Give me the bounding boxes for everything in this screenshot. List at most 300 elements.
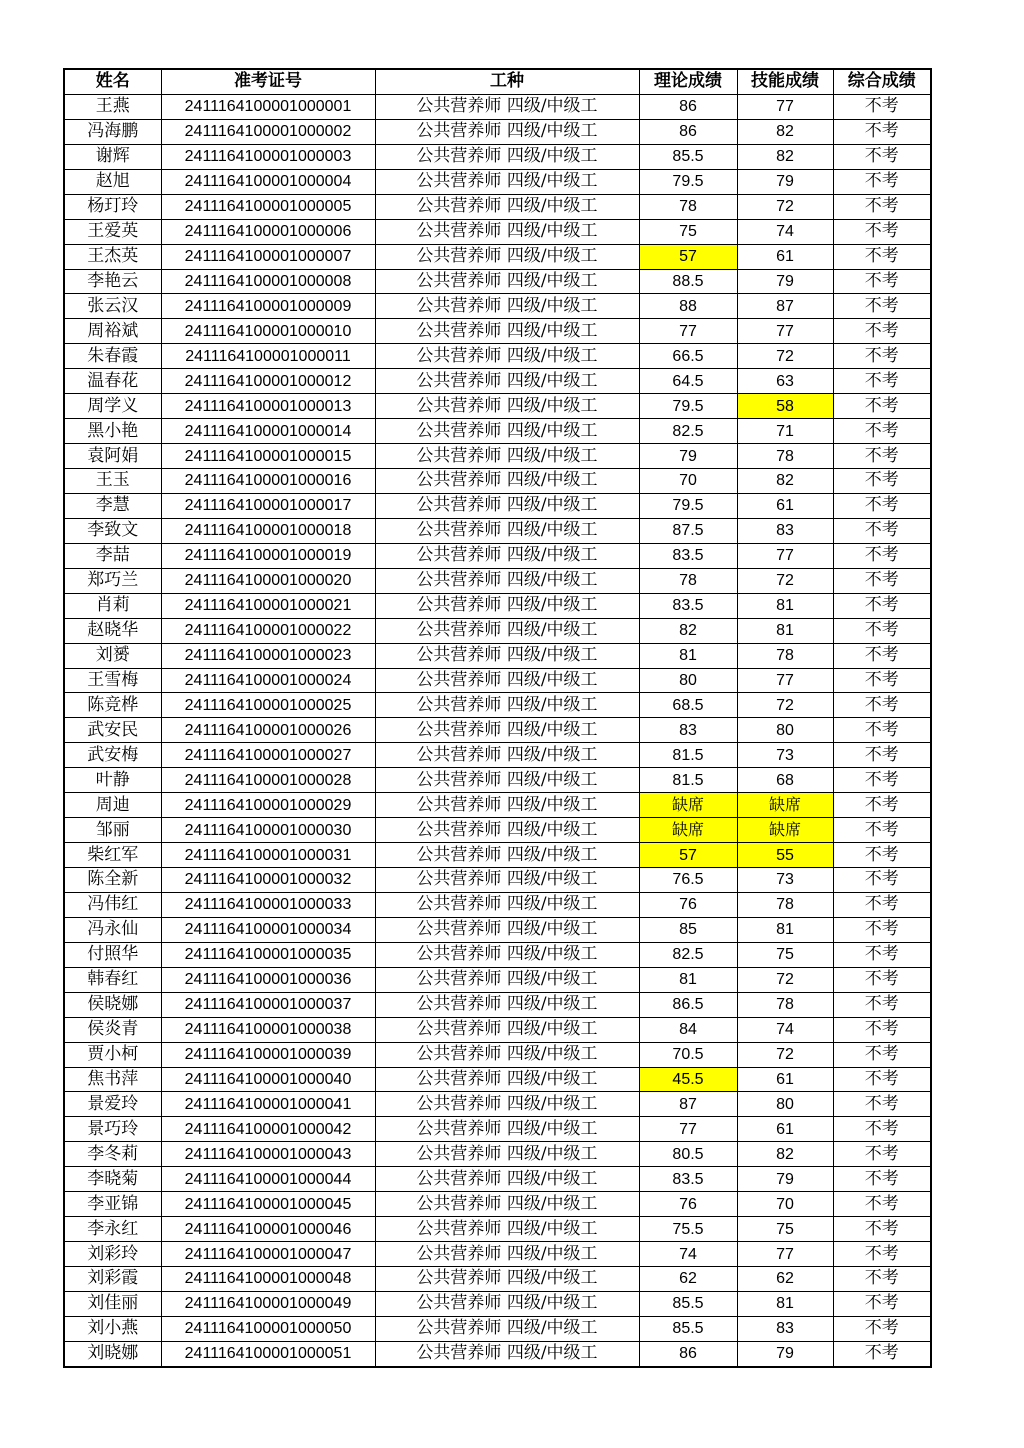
cell-skill-score: 72 <box>737 568 833 593</box>
cell-overall-score: 不考 <box>833 793 931 818</box>
cell-name: 李艳云 <box>64 269 161 294</box>
cell-name: 杨玎玲 <box>64 194 161 219</box>
table-row <box>64 618 931 643</box>
cell-skill-score: 82 <box>737 469 833 494</box>
cell-overall-score: 不考 <box>833 1042 931 1067</box>
cell-name: 付照华 <box>64 942 161 967</box>
table-row <box>64 743 931 768</box>
cell-name: 冯伟红 <box>64 892 161 917</box>
cell-theory-score: 缺席 <box>639 793 737 818</box>
cell-trade: 公共营养师 四级/中级工 <box>375 1192 639 1217</box>
cell-exam-id: 2411164100001000044 <box>161 1167 375 1192</box>
cell-exam-id: 2411164100001000043 <box>161 1142 375 1167</box>
cell-name: 周裕斌 <box>64 319 161 344</box>
cell-name: 李晓菊 <box>64 1167 161 1192</box>
cell-name: 柴红军 <box>64 843 161 868</box>
cell-exam-id: 2411164100001000032 <box>161 868 375 893</box>
cell-skill-score: 72 <box>737 344 833 369</box>
cell-trade: 公共营养师 四级/中级工 <box>375 1042 639 1067</box>
cell-exam-id: 2411164100001000002 <box>161 119 375 144</box>
cell-exam-id: 2411164100001000020 <box>161 568 375 593</box>
cell-name: 刘晓娜 <box>64 1341 161 1366</box>
cell-skill-score: 74 <box>737 1017 833 1042</box>
cell-overall-score: 不考 <box>833 992 931 1017</box>
cell-theory-score: 70 <box>639 469 737 494</box>
cell-overall-score: 不考 <box>833 1217 931 1242</box>
cell-overall-score: 不考 <box>833 444 931 469</box>
cell-overall-score: 不考 <box>833 144 931 169</box>
cell-overall-score: 不考 <box>833 1242 931 1267</box>
cell-trade: 公共营养师 四级/中级工 <box>375 493 639 518</box>
cell-exam-id: 2411164100001000010 <box>161 319 375 344</box>
cell-exam-id: 2411164100001000048 <box>161 1267 375 1292</box>
cell-skill-score: 78 <box>737 444 833 469</box>
cell-theory-score: 86.5 <box>639 992 737 1017</box>
cell-trade: 公共营养师 四级/中级工 <box>375 394 639 419</box>
cell-overall-score: 不考 <box>833 493 931 518</box>
cell-overall-score: 不考 <box>833 843 931 868</box>
cell-exam-id: 2411164100001000049 <box>161 1291 375 1316</box>
cell-trade: 公共营养师 四级/中级工 <box>375 369 639 394</box>
cell-theory-score: 68.5 <box>639 693 737 718</box>
cell-skill-score: 79 <box>737 1341 833 1366</box>
cell-trade: 公共营养师 四级/中级工 <box>375 219 639 244</box>
cell-theory-score: 79.5 <box>639 169 737 194</box>
cell-overall-score: 不考 <box>833 1142 931 1167</box>
cell-theory-score: 84 <box>639 1017 737 1042</box>
cell-name: 邹丽 <box>64 818 161 843</box>
table-row <box>64 344 931 369</box>
cell-theory-score: 66.5 <box>639 344 737 369</box>
cell-overall-score: 不考 <box>833 1267 931 1292</box>
cell-skill-score: 83 <box>737 518 833 543</box>
cell-skill-score: 55 <box>737 843 833 868</box>
cell-theory-score: 74 <box>639 1242 737 1267</box>
cell-name: 袁阿娟 <box>64 444 161 469</box>
cell-trade: 公共营养师 四级/中级工 <box>375 1217 639 1242</box>
cell-trade: 公共营养师 四级/中级工 <box>375 868 639 893</box>
cell-exam-id: 2411164100001000012 <box>161 369 375 394</box>
cell-skill-score: 79 <box>737 269 833 294</box>
cell-overall-score: 不考 <box>833 394 931 419</box>
cell-theory-score: 82.5 <box>639 942 737 967</box>
cell-skill-score: 61 <box>737 1067 833 1092</box>
cell-exam-id: 2411164100001000014 <box>161 419 375 444</box>
cell-trade: 公共营养师 四级/中级工 <box>375 843 639 868</box>
cell-skill-score: 81 <box>737 593 833 618</box>
table-row <box>64 593 931 618</box>
cell-overall-score: 不考 <box>833 194 931 219</box>
cell-trade: 公共营养师 四级/中级工 <box>375 444 639 469</box>
cell-trade: 公共营养师 四级/中级工 <box>375 793 639 818</box>
table-row <box>64 1042 931 1067</box>
cell-skill-score: 71 <box>737 419 833 444</box>
cell-theory-score: 83.5 <box>639 543 737 568</box>
cell-overall-score: 不考 <box>833 743 931 768</box>
cell-name: 刘佳丽 <box>64 1291 161 1316</box>
table-row <box>64 1092 931 1117</box>
cell-skill-score: 78 <box>737 992 833 1017</box>
cell-exam-id: 2411164100001000029 <box>161 793 375 818</box>
cell-theory-score: 81.5 <box>639 768 737 793</box>
table-row <box>64 1316 931 1341</box>
cell-exam-id: 2411164100001000015 <box>161 444 375 469</box>
cell-trade: 公共营养师 四级/中级工 <box>375 319 639 344</box>
cell-name: 周迪 <box>64 793 161 818</box>
cell-overall-score: 不考 <box>833 1192 931 1217</box>
cell-overall-score: 不考 <box>833 319 931 344</box>
table-row <box>64 543 931 568</box>
cell-overall-score: 不考 <box>833 1341 931 1366</box>
cell-overall-score: 不考 <box>833 1167 931 1192</box>
cell-exam-id: 2411164100001000009 <box>161 294 375 319</box>
cell-overall-score: 不考 <box>833 119 931 144</box>
cell-skill-score: 73 <box>737 868 833 893</box>
header-exam-id: 准考证号 <box>161 69 375 94</box>
cell-name: 王雪梅 <box>64 668 161 693</box>
cell-skill-score: 58 <box>737 394 833 419</box>
cell-overall-score: 不考 <box>833 868 931 893</box>
table-row <box>64 169 931 194</box>
cell-exam-id: 2411164100001000051 <box>161 1341 375 1366</box>
cell-skill-score: 61 <box>737 1117 833 1142</box>
cell-overall-score: 不考 <box>833 94 931 119</box>
cell-theory-score: 88 <box>639 294 737 319</box>
cell-exam-id: 2411164100001000045 <box>161 1192 375 1217</box>
cell-name: 武安梅 <box>64 743 161 768</box>
cell-theory-score: 57 <box>639 843 737 868</box>
cell-name: 王爱英 <box>64 219 161 244</box>
cell-trade: 公共营养师 四级/中级工 <box>375 144 639 169</box>
table-row <box>64 1142 931 1167</box>
cell-trade: 公共营养师 四级/中级工 <box>375 967 639 992</box>
table-row <box>64 1167 931 1192</box>
cell-exam-id: 2411164100001000030 <box>161 818 375 843</box>
cell-exam-id: 2411164100001000036 <box>161 967 375 992</box>
cell-name: 叶静 <box>64 768 161 793</box>
cell-overall-score: 不考 <box>833 718 931 743</box>
cell-overall-score: 不考 <box>833 593 931 618</box>
cell-exam-id: 2411164100001000050 <box>161 1316 375 1341</box>
table-body <box>64 94 931 1366</box>
table-row <box>64 992 931 1017</box>
table-row <box>64 718 931 743</box>
cell-overall-score: 不考 <box>833 818 931 843</box>
cell-theory-score: 75.5 <box>639 1217 737 1242</box>
header-row <box>64 69 931 94</box>
table-row <box>64 319 931 344</box>
cell-name: 景巧玲 <box>64 1117 161 1142</box>
cell-overall-score: 不考 <box>833 942 931 967</box>
cell-overall-score: 不考 <box>833 469 931 494</box>
cell-theory-score: 78 <box>639 194 737 219</box>
table-row <box>64 818 931 843</box>
cell-theory-score: 79.5 <box>639 394 737 419</box>
cell-overall-score: 不考 <box>833 169 931 194</box>
cell-theory-score: 75 <box>639 219 737 244</box>
cell-trade: 公共营养师 四级/中级工 <box>375 119 639 144</box>
cell-name: 焦书萍 <box>64 1067 161 1092</box>
cell-name: 景爱玲 <box>64 1092 161 1117</box>
cell-overall-score: 不考 <box>833 1017 931 1042</box>
cell-theory-score: 85.5 <box>639 1316 737 1341</box>
cell-trade: 公共营养师 四级/中级工 <box>375 469 639 494</box>
header-overall-score: 综合成绩 <box>833 69 931 94</box>
cell-theory-score: 87.5 <box>639 518 737 543</box>
cell-skill-score: 77 <box>737 668 833 693</box>
table-row <box>64 144 931 169</box>
cell-exam-id: 2411164100001000013 <box>161 394 375 419</box>
cell-trade: 公共营养师 四级/中级工 <box>375 768 639 793</box>
cell-theory-score: 82.5 <box>639 419 737 444</box>
cell-skill-score: 缺席 <box>737 793 833 818</box>
cell-name: 肖莉 <box>64 593 161 618</box>
cell-name: 温春花 <box>64 369 161 394</box>
cell-name: 赵旭 <box>64 169 161 194</box>
cell-exam-id: 2411164100001000038 <box>161 1017 375 1042</box>
cell-skill-score: 82 <box>737 119 833 144</box>
cell-skill-score: 75 <box>737 1217 833 1242</box>
cell-skill-score: 68 <box>737 768 833 793</box>
cell-overall-score: 不考 <box>833 344 931 369</box>
table-row <box>64 1291 931 1316</box>
cell-skill-score: 78 <box>737 892 833 917</box>
cell-exam-id: 2411164100001000026 <box>161 718 375 743</box>
cell-name: 赵晓华 <box>64 618 161 643</box>
cell-exam-id: 2411164100001000018 <box>161 518 375 543</box>
cell-overall-score: 不考 <box>833 1067 931 1092</box>
cell-trade: 公共营养师 四级/中级工 <box>375 1316 639 1341</box>
cell-exam-id: 2411164100001000034 <box>161 917 375 942</box>
cell-trade: 公共营养师 四级/中级工 <box>375 743 639 768</box>
cell-skill-score: 77 <box>737 319 833 344</box>
cell-theory-score: 81 <box>639 643 737 668</box>
cell-theory-score: 76 <box>639 892 737 917</box>
cell-name: 武安民 <box>64 718 161 743</box>
table-row <box>64 643 931 668</box>
cell-theory-score: 88.5 <box>639 269 737 294</box>
cell-skill-score: 61 <box>737 244 833 269</box>
cell-exam-id: 2411164100001000037 <box>161 992 375 1017</box>
cell-exam-id: 2411164100001000040 <box>161 1067 375 1092</box>
cell-theory-score: 45.5 <box>639 1067 737 1092</box>
header-theory-score: 理论成绩 <box>639 69 737 94</box>
cell-trade: 公共营养师 四级/中级工 <box>375 668 639 693</box>
header-trade: 工种 <box>375 69 639 94</box>
table-row <box>64 493 931 518</box>
cell-skill-score: 75 <box>737 942 833 967</box>
cell-theory-score: 77 <box>639 319 737 344</box>
cell-skill-score: 81 <box>737 917 833 942</box>
cell-skill-score: 61 <box>737 493 833 518</box>
table-row <box>64 967 931 992</box>
cell-skill-score: 缺席 <box>737 818 833 843</box>
table-row <box>64 1067 931 1092</box>
cell-name: 周学义 <box>64 394 161 419</box>
cell-name: 刘赟 <box>64 643 161 668</box>
table-header <box>64 69 931 94</box>
cell-overall-score: 不考 <box>833 693 931 718</box>
cell-exam-id: 2411164100001000031 <box>161 843 375 868</box>
cell-overall-score: 不考 <box>833 369 931 394</box>
cell-trade: 公共营养师 四级/中级工 <box>375 194 639 219</box>
cell-skill-score: 80 <box>737 718 833 743</box>
cell-overall-score: 不考 <box>833 419 931 444</box>
cell-exam-id: 2411164100001000022 <box>161 618 375 643</box>
cell-exam-id: 2411164100001000011 <box>161 344 375 369</box>
cell-trade: 公共营养师 四级/中级工 <box>375 269 639 294</box>
cell-theory-score: 86 <box>639 119 737 144</box>
cell-theory-score: 76 <box>639 1192 737 1217</box>
score-table <box>63 68 932 1368</box>
cell-theory-score: 83.5 <box>639 1167 737 1192</box>
cell-theory-score: 86 <box>639 94 737 119</box>
table-row <box>64 1017 931 1042</box>
cell-skill-score: 72 <box>737 693 833 718</box>
cell-name: 刘小燕 <box>64 1316 161 1341</box>
cell-exam-id: 2411164100001000024 <box>161 668 375 693</box>
cell-name: 张云汉 <box>64 294 161 319</box>
cell-name: 侯晓娜 <box>64 992 161 1017</box>
cell-exam-id: 2411164100001000004 <box>161 169 375 194</box>
cell-trade: 公共营养师 四级/中级工 <box>375 718 639 743</box>
table-row <box>64 369 931 394</box>
cell-name: 郑巧兰 <box>64 568 161 593</box>
cell-overall-score: 不考 <box>833 219 931 244</box>
cell-theory-score: 57 <box>639 244 737 269</box>
table-row <box>64 244 931 269</box>
cell-trade: 公共营养师 四级/中级工 <box>375 892 639 917</box>
cell-name: 冯海鹏 <box>64 119 161 144</box>
cell-skill-score: 74 <box>737 219 833 244</box>
cell-overall-score: 不考 <box>833 543 931 568</box>
cell-skill-score: 62 <box>737 1267 833 1292</box>
cell-theory-score: 78 <box>639 568 737 593</box>
header-skill-score: 技能成绩 <box>737 69 833 94</box>
cell-name: 李冬莉 <box>64 1142 161 1167</box>
table-row <box>64 892 931 917</box>
cell-exam-id: 2411164100001000006 <box>161 219 375 244</box>
cell-overall-score: 不考 <box>833 518 931 543</box>
cell-trade: 公共营养师 四级/中级工 <box>375 344 639 369</box>
cell-exam-id: 2411164100001000021 <box>161 593 375 618</box>
cell-exam-id: 2411164100001000005 <box>161 194 375 219</box>
cell-exam-id: 2411164100001000035 <box>161 942 375 967</box>
cell-exam-id: 2411164100001000025 <box>161 693 375 718</box>
cell-skill-score: 73 <box>737 743 833 768</box>
cell-exam-id: 2411164100001000046 <box>161 1217 375 1242</box>
cell-name: 王杰英 <box>64 244 161 269</box>
cell-exam-id: 2411164100001000007 <box>161 244 375 269</box>
cell-skill-score: 77 <box>737 1242 833 1267</box>
cell-theory-score: 81 <box>639 967 737 992</box>
cell-exam-id: 2411164100001000028 <box>161 768 375 793</box>
cell-trade: 公共营养师 四级/中级工 <box>375 1267 639 1292</box>
cell-trade: 公共营养师 四级/中级工 <box>375 1142 639 1167</box>
cell-theory-score: 85.5 <box>639 144 737 169</box>
cell-trade: 公共营养师 四级/中级工 <box>375 1167 639 1192</box>
table-row <box>64 444 931 469</box>
table-row <box>64 1267 931 1292</box>
table-row <box>64 568 931 593</box>
cell-overall-score: 不考 <box>833 244 931 269</box>
cell-theory-score: 79 <box>639 444 737 469</box>
cell-theory-score: 79.5 <box>639 493 737 518</box>
cell-name: 陈全新 <box>64 868 161 893</box>
cell-trade: 公共营养师 四级/中级工 <box>375 1017 639 1042</box>
cell-name: 刘彩霞 <box>64 1267 161 1292</box>
cell-trade: 公共营养师 四级/中级工 <box>375 1092 639 1117</box>
cell-trade: 公共营养师 四级/中级工 <box>375 1291 639 1316</box>
cell-name: 朱春霞 <box>64 344 161 369</box>
cell-trade: 公共营养师 四级/中级工 <box>375 693 639 718</box>
cell-trade: 公共营养师 四级/中级工 <box>375 568 639 593</box>
cell-theory-score: 62 <box>639 1267 737 1292</box>
table-row <box>64 419 931 444</box>
table-row <box>64 693 931 718</box>
cell-skill-score: 82 <box>737 144 833 169</box>
table-row <box>64 843 931 868</box>
table-row <box>64 518 931 543</box>
cell-trade: 公共营养师 四级/中级工 <box>375 518 639 543</box>
cell-overall-score: 不考 <box>833 1291 931 1316</box>
cell-skill-score: 63 <box>737 369 833 394</box>
cell-name: 李致文 <box>64 518 161 543</box>
cell-trade: 公共营养师 四级/中级工 <box>375 992 639 1017</box>
cell-theory-score: 76.5 <box>639 868 737 893</box>
cell-name: 王玉 <box>64 469 161 494</box>
cell-trade: 公共营养师 四级/中级工 <box>375 942 639 967</box>
cell-overall-score: 不考 <box>833 1092 931 1117</box>
cell-overall-score: 不考 <box>833 269 931 294</box>
cell-trade: 公共营养师 四级/中级工 <box>375 1067 639 1092</box>
cell-exam-id: 2411164100001000017 <box>161 493 375 518</box>
cell-theory-score: 70.5 <box>639 1042 737 1067</box>
cell-exam-id: 2411164100001000023 <box>161 643 375 668</box>
table-row <box>64 768 931 793</box>
cell-theory-score: 83 <box>639 718 737 743</box>
cell-overall-score: 不考 <box>833 643 931 668</box>
table-row <box>64 194 931 219</box>
cell-overall-score: 不考 <box>833 967 931 992</box>
cell-name: 冯永仙 <box>64 917 161 942</box>
cell-exam-id: 2411164100001000042 <box>161 1117 375 1142</box>
cell-overall-score: 不考 <box>833 892 931 917</box>
cell-theory-score: 82 <box>639 618 737 643</box>
cell-theory-score: 缺席 <box>639 818 737 843</box>
cell-name: 贾小柯 <box>64 1042 161 1067</box>
cell-overall-score: 不考 <box>833 917 931 942</box>
cell-trade: 公共营养师 四级/中级工 <box>375 543 639 568</box>
cell-exam-id: 2411164100001000001 <box>161 94 375 119</box>
cell-exam-id: 2411164100001000019 <box>161 543 375 568</box>
table-row <box>64 1242 931 1267</box>
cell-overall-score: 不考 <box>833 668 931 693</box>
cell-name: 谢辉 <box>64 144 161 169</box>
cell-skill-score: 79 <box>737 1167 833 1192</box>
table-row <box>64 94 931 119</box>
cell-skill-score: 82 <box>737 1142 833 1167</box>
cell-trade: 公共营养师 四级/中级工 <box>375 643 639 668</box>
cell-exam-id: 2411164100001000039 <box>161 1042 375 1067</box>
cell-overall-score: 不考 <box>833 568 931 593</box>
cell-theory-score: 85.5 <box>639 1291 737 1316</box>
cell-theory-score: 80.5 <box>639 1142 737 1167</box>
cell-skill-score: 77 <box>737 543 833 568</box>
cell-name: 刘彩玲 <box>64 1242 161 1267</box>
cell-overall-score: 不考 <box>833 618 931 643</box>
table-row <box>64 119 931 144</box>
